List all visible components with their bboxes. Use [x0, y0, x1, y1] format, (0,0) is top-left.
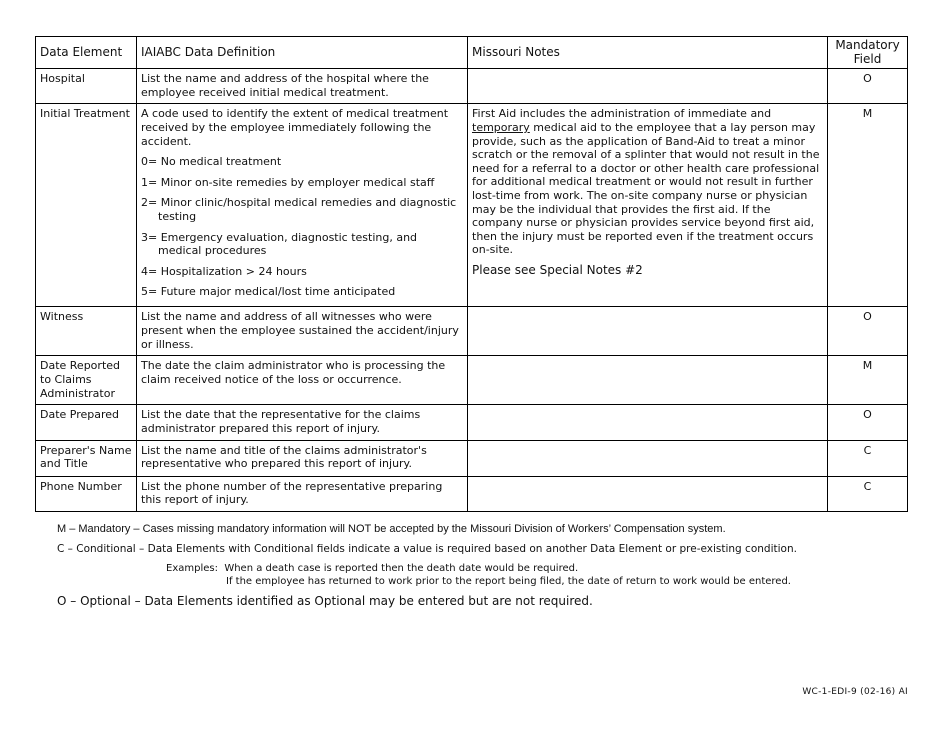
row-definition: List the name and title of the claims administrator's representative who prepared this report of injury.	[137, 440, 468, 476]
table-row	[36, 356, 908, 405]
examples-label: Examples:	[166, 563, 218, 574]
table-row	[36, 307, 908, 356]
row-notes	[468, 69, 828, 104]
table-row	[36, 405, 908, 440]
legend-conditional-label: C – Conditional –	[57, 543, 145, 555]
row-mandatory: M	[828, 104, 908, 307]
row-mandatory: M	[828, 356, 908, 405]
row-mandatory: O	[828, 69, 908, 104]
row-notes	[468, 356, 828, 405]
row-element: Date Prepared	[36, 405, 137, 440]
row-definition: A code used to identify the extent of medical treatment received by the employee immediately following the accident.	[141, 107, 449, 148]
legend-mandatory-text: Cases missing mandatory information will NOT be accepted by the Missouri Division of Workers’ Compensation system.	[139, 523, 726, 535]
row-notes	[468, 476, 828, 511]
legend-conditional	[57, 543, 797, 555]
row-mandatory: O	[828, 307, 908, 356]
first-aid-note	[472, 107, 823, 257]
row-element: Preparer's Name and Title	[36, 440, 137, 476]
row-mandatory: O	[828, 405, 908, 440]
first-aid-note-underlined: temporary	[472, 120, 530, 134]
legend-optional-text: Data Elements identified as Optional may be entered but are not required.	[140, 594, 593, 608]
row-definition-cell	[137, 104, 468, 307]
row-definition: List the date that the representative for the claims administrator prepared this report of injury.	[137, 405, 468, 440]
row-definition: List the phone number of the representative preparing this report of injury.	[137, 476, 468, 511]
row-notes-cell	[468, 104, 828, 307]
row-mandatory: C	[828, 440, 908, 476]
legend-examples	[166, 562, 791, 588]
header-mandatory-field: Mandatory Field	[828, 37, 908, 69]
row-notes	[468, 307, 828, 356]
row-element: Hospital	[36, 69, 137, 104]
legend-conditional-text: Data Elements with Conditional fields indicate a value is required based on another Data Element or pre-existing condition.	[144, 543, 797, 555]
row-definition: List the name and address of the hospital where the employee received initial medical treatment.	[137, 69, 468, 104]
row-element: Initial Treatment	[36, 104, 137, 307]
first-aid-note-end: medical aid to the employee that a lay person may provide, such as the application of Band-Aid to treat a minor scratch or the removal of a splinter that would not result in the need for a referral to a doctor or other health care professional for additional medical treatment or would not result in further lost-time from work. The on-site company nurse or physician may be the individual that provides the first aid. If the company nurse or physician provides service beyond first aid, then the injury must be reported even if the treatment occurs on-site.	[472, 120, 820, 257]
row-element: Date Reported to Claims Administrator	[36, 356, 137, 405]
row-element: Witness	[36, 307, 137, 356]
data-element-table	[35, 36, 908, 512]
row-definition: The date the claim administrator who is processing the claim received notice of the loss or occurrence.	[137, 356, 468, 405]
table-row	[36, 104, 908, 307]
example-1: When a death case is reported then the death date would be required.	[224, 563, 579, 574]
table-row	[36, 69, 908, 104]
row-definition: List the name and address of all witnesses who were present when the employee sustained the accident/injury or illness.	[137, 307, 468, 356]
header-missouri-notes: Missouri Notes	[468, 37, 828, 69]
treatment-code-option: 2= Minor clinic/hospital medical remedies and diagnostic testing	[141, 196, 457, 223]
legend-optional-label: O – Optional –	[57, 594, 141, 608]
row-element: Phone Number	[36, 476, 137, 511]
row-notes	[468, 405, 828, 440]
form-id: WC-1-EDI-9 (02-16) AI	[802, 687, 908, 697]
table-header-row	[36, 37, 908, 69]
first-aid-note-start: First Aid includes the administration of immediate and	[472, 107, 772, 121]
treatment-code-option: 5= Future major medical/lost time anticipated	[141, 285, 396, 299]
table-row	[36, 440, 908, 476]
header-data-element: Data Element	[36, 37, 137, 69]
example-2: If the employee has returned to work prior to the report being filed, the date of return to work would be entered.	[226, 576, 791, 587]
treatment-code-option: 0= No medical treatment	[141, 155, 282, 169]
legend-mandatory-label: M – Mandatory –	[57, 523, 140, 535]
legend-mandatory	[57, 523, 726, 535]
treatment-code-option: 1= Minor on-site remedies by employer medical staff	[141, 175, 435, 189]
treatment-code-option: 3= Emergency evaluation, diagnostic testing, and medical procedures	[141, 230, 418, 258]
treatment-code-option: 4= Hospitalization > 24 hours	[141, 264, 307, 278]
example-line-1	[166, 562, 791, 575]
header-definition: IAIABC Data Definition	[137, 37, 468, 69]
special-note-reference: Please see Special Notes #2	[472, 262, 643, 277]
table-row	[36, 476, 908, 511]
row-notes	[468, 440, 828, 476]
row-mandatory: C	[828, 476, 908, 511]
legend-optional	[57, 594, 593, 608]
